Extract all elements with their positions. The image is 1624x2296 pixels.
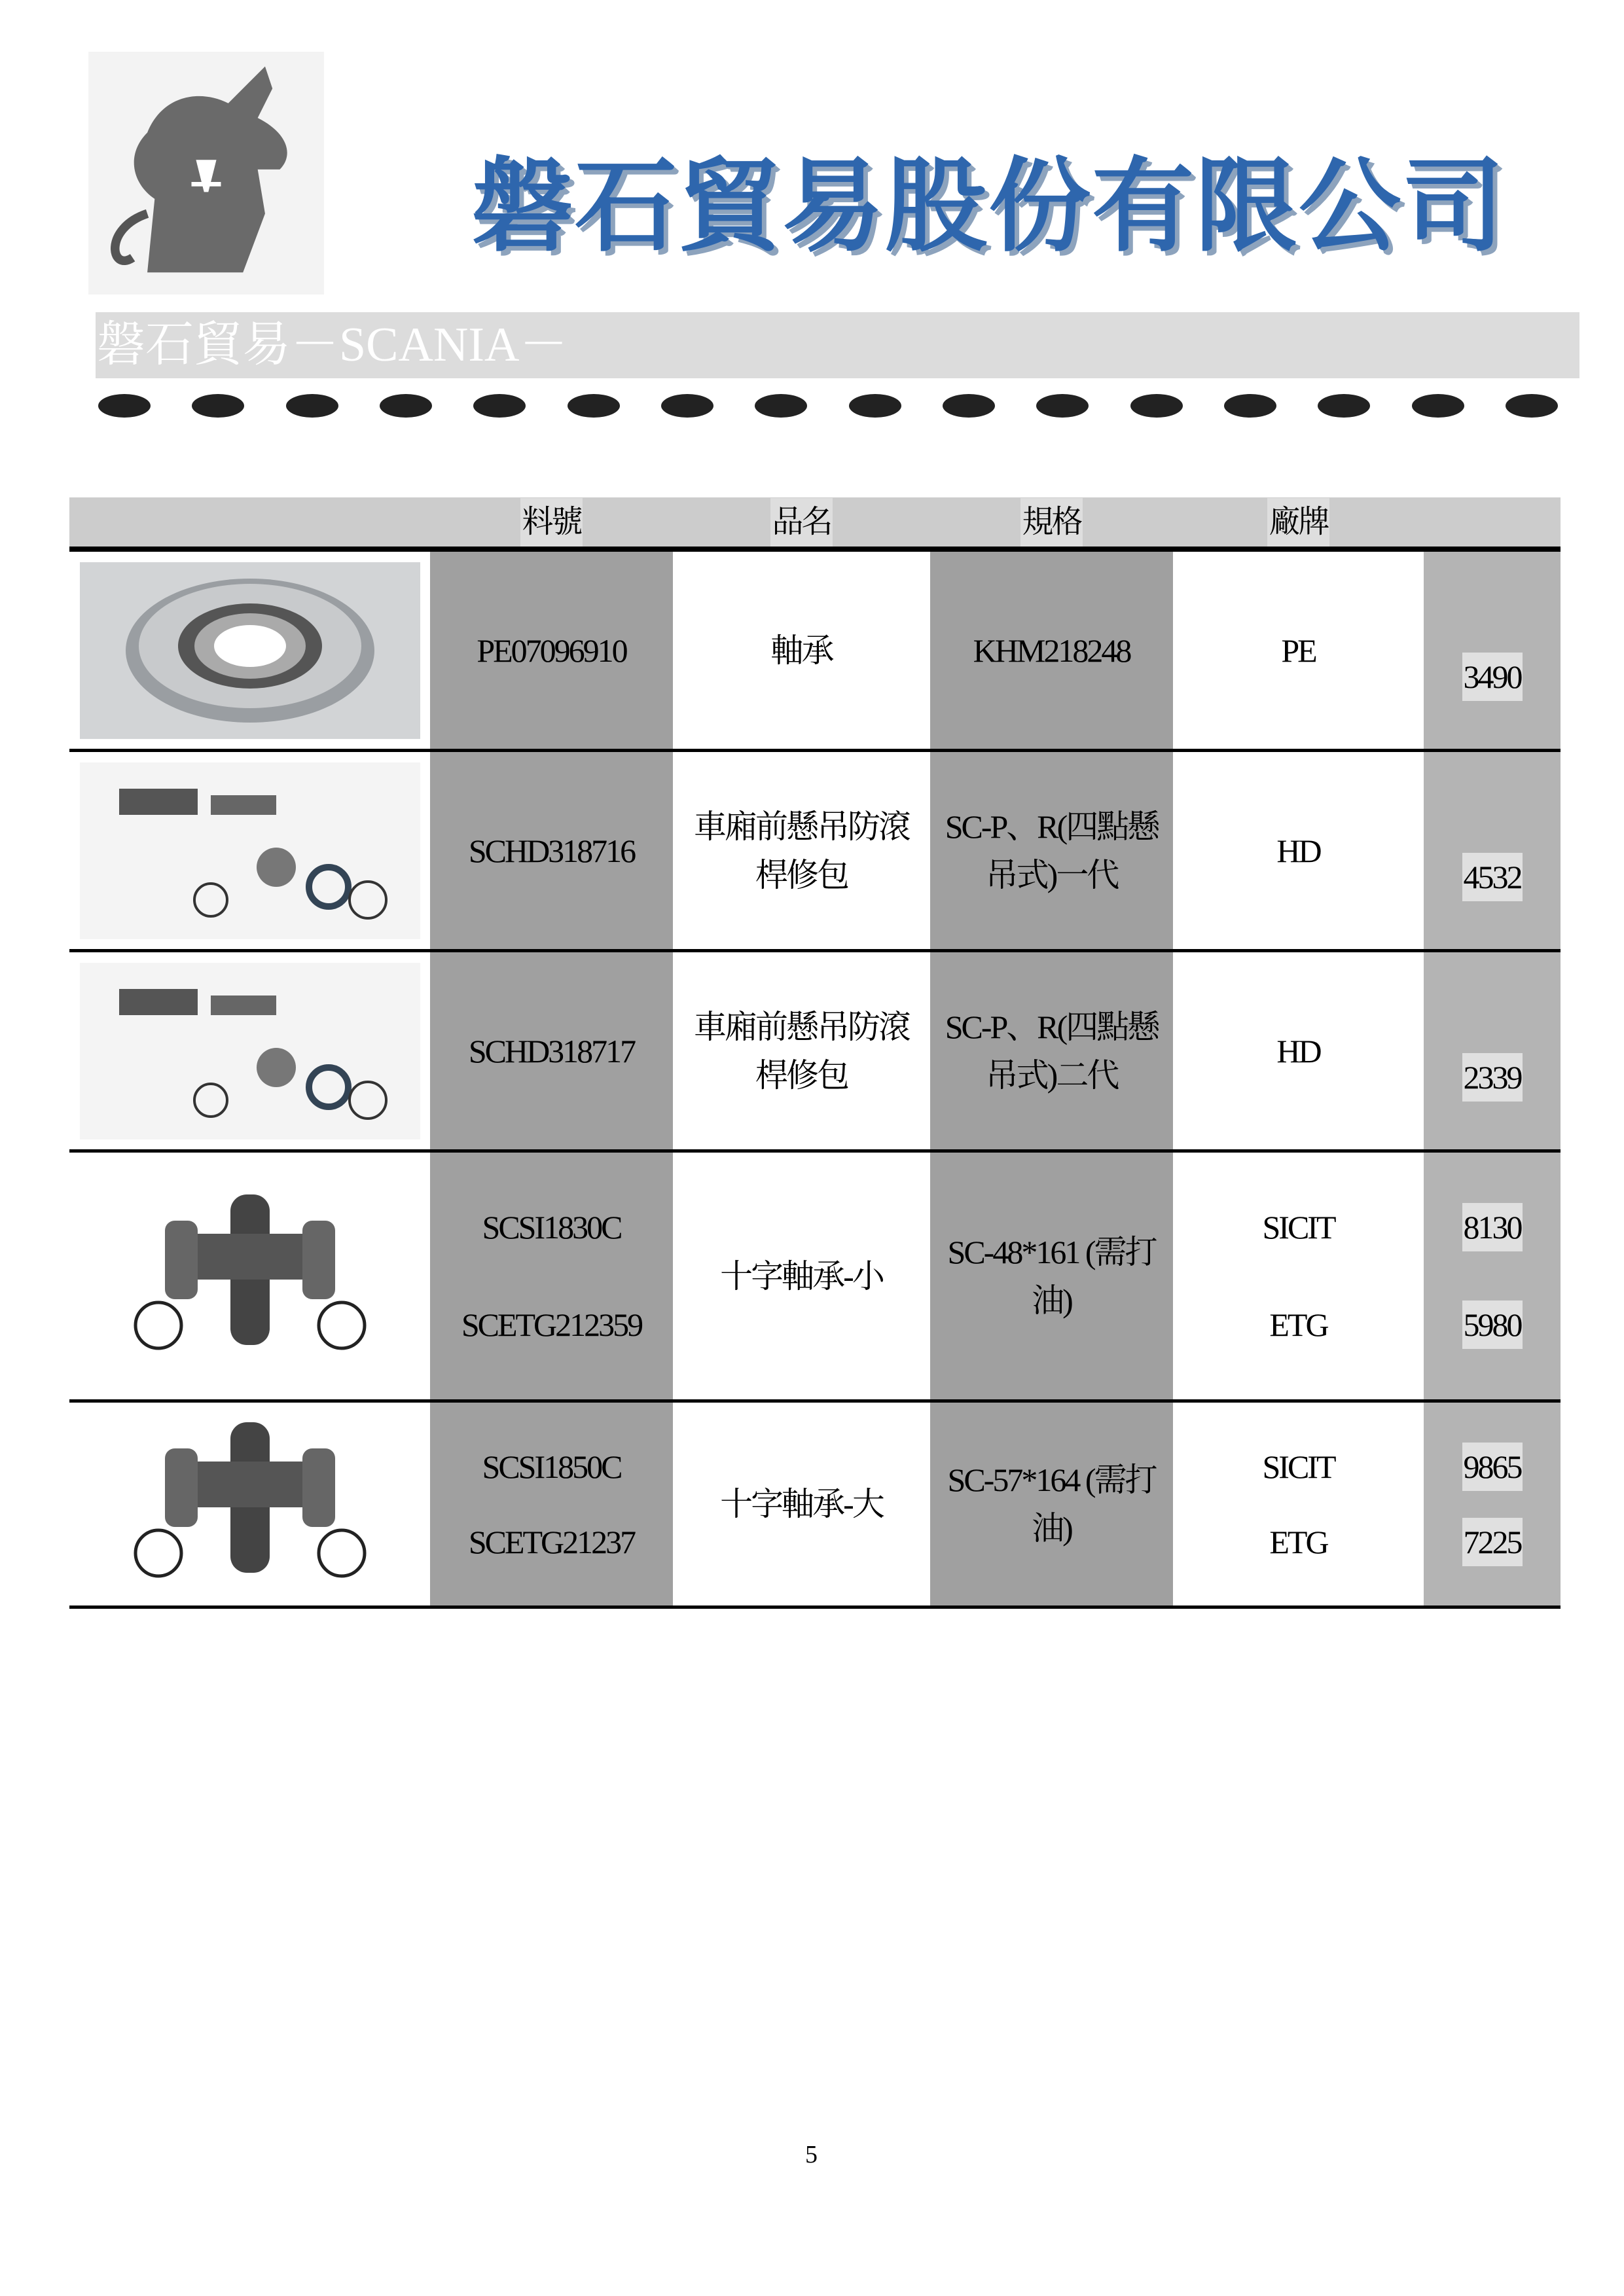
table-row [69,1403,1561,1609]
part-number: SCHD318717 [468,1032,635,1069]
product-spec: KHM218248 [973,632,1130,669]
bearing-image [69,552,430,749]
table-row [69,1153,1561,1403]
table-row [69,952,1561,1153]
product-spec: SC-P、R(四點懸吊式)一代 [945,808,1159,893]
header-name: 品名 [770,498,832,547]
part-number: PE07096910 [477,632,626,669]
table-row [69,752,1561,952]
price: 7225 [1462,1518,1523,1566]
repair-kit-image [69,752,430,949]
brand: SICIT [1262,1448,1335,1485]
part-number: SCETG21237 [468,1523,635,1560]
product-table [69,497,1561,1609]
repair-kit-image [69,952,430,1149]
header-brand: 廠牌 [1267,498,1329,547]
price: 8130 [1462,1203,1523,1251]
price: 4532 [1462,853,1523,901]
brand: HD [1276,832,1320,869]
product-name: 十字軸承-小 [720,1257,883,1295]
product-name: 車廂前懸吊防滾桿修包 [694,1008,909,1094]
product-name: 車廂前懸吊防滾桿修包 [694,808,909,893]
company-name: 磐石貿易股份有限公司 [471,146,1506,266]
header-part-no: 料號 [520,498,582,547]
product-spec: SC-P、R(四點懸吊式)二代 [945,1008,1159,1094]
section-banner: 磐石貿易－SCANIA－ [96,312,1579,378]
price: 3490 [1462,653,1523,701]
part-number: SCSI1850C [482,1448,621,1485]
universal-joint-image [69,1153,430,1399]
brand: SICIT [1262,1209,1335,1246]
table-row [69,552,1561,752]
price: 2339 [1462,1053,1523,1102]
brand: ETG [1269,1523,1327,1560]
product-spec: SC-48*161 (需打油) [947,1233,1156,1319]
brand: ETG [1269,1306,1327,1343]
page-number: 5 [805,2141,818,2168]
part-number: SCHD318716 [468,832,635,869]
brand: PE [1281,632,1316,669]
price: 9865 [1462,1443,1523,1491]
lion-logo [88,52,324,295]
part-number: SCETG212359 [461,1306,642,1343]
decorative-dots [98,394,1558,419]
product-spec: SC-57*164 (需打油) [947,1462,1156,1547]
product-name: 十字軸承-大 [720,1486,883,1522]
part-number: SCSI1830C [482,1209,621,1246]
product-name: 軸承 [770,632,833,669]
brand: HD [1276,1032,1320,1069]
price: 5980 [1462,1300,1523,1349]
table-header [69,497,1561,552]
header-spec: 規格 [1020,498,1082,547]
universal-joint-image [69,1403,430,1605]
